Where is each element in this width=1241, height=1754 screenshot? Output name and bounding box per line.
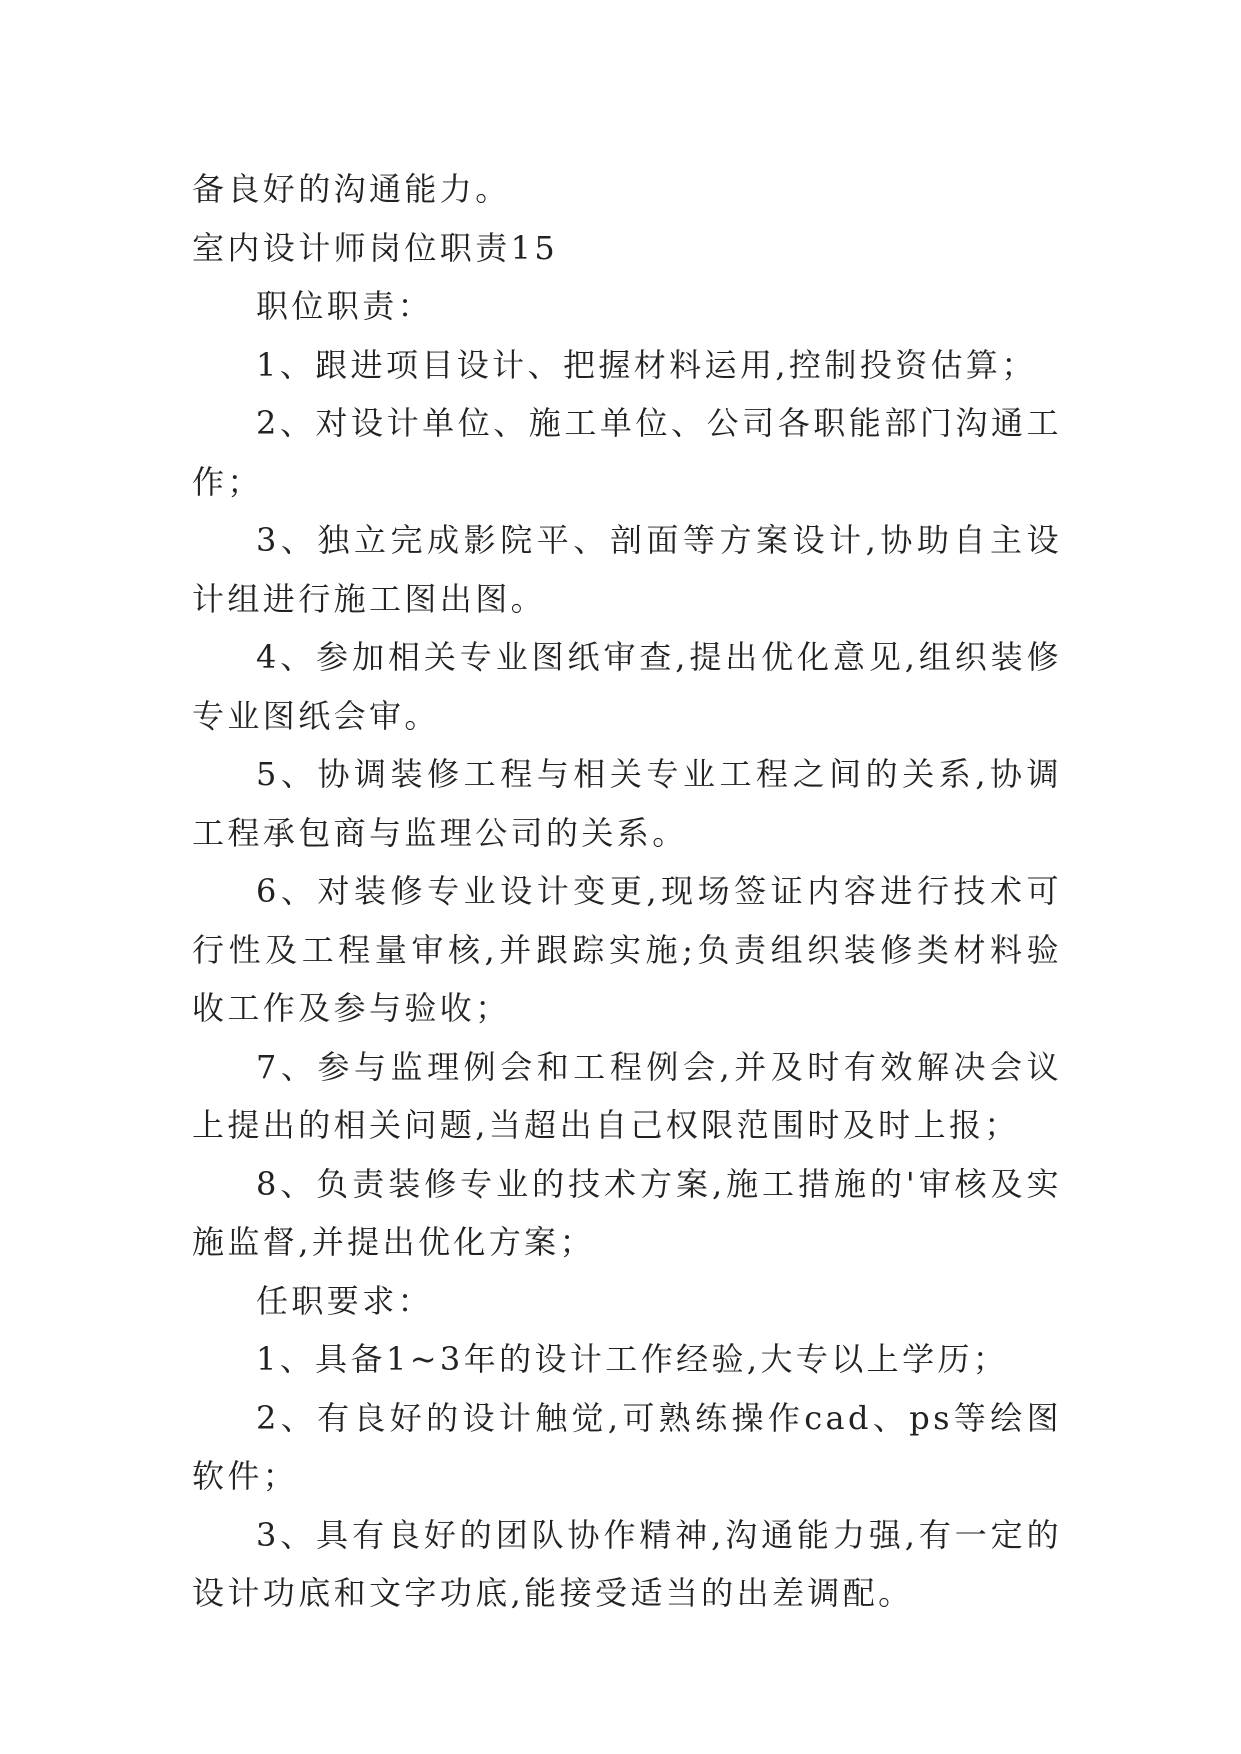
- continuation-text: 备良好的沟通能力。: [192, 170, 511, 208]
- duty-item: 4、参加相关专业图纸审查,提出优化意见,组织装修专业图纸会审。: [192, 638, 1062, 735]
- requirement-item: 3、具有良好的团队协作精神,沟通能力强,有一定的设计功底和文字功底,能接受适当的出差调配。: [192, 1515, 1062, 1612]
- duty-item: 3、独立完成影院平、剖面等方案设计,协助自主设计组进行施工图出图。: [192, 521, 1062, 618]
- duty-item: 8、负责装修专业的技术方案,施工措施的'审核及实施监督,并提出优化方案；: [192, 1164, 1062, 1261]
- duties-heading: 职位职责：: [256, 287, 434, 325]
- requirement-item: 2、有良好的设计触觉,可熟练操作cad、ps等绘图软件；: [192, 1398, 1062, 1495]
- document-body: [192, 160, 1062, 1623]
- duty-item: 6、对装修专业设计变更,现场签证内容进行技术可行性及工程量审核,并跟踪实施;负责组织装修类材料验收工作及参与验收；: [192, 872, 1062, 1027]
- duty-item: 7、参与监理例会和工程例会,并及时有效解决会议上提出的相关问题,当超出自己权限范围时及时上报；: [192, 1047, 1062, 1144]
- duty-item: 1、跟进项目设计、把握材料运用,控制投资估算；: [256, 345, 1037, 384]
- requirement-item: 1、具备1~3年的设计工作经验,大专以上学历；: [256, 1340, 1009, 1378]
- section-title: 室内设计师岗位职责15: [192, 228, 559, 267]
- duty-item: 5、协调装修工程与相关专业工程之间的关系,协调工程承包商与监理公司的关系。: [192, 755, 1062, 852]
- duty-item: 2、对设计单位、施工单位、公司各职能部门沟通工作；: [192, 404, 1062, 501]
- requirements-heading: 任职要求：: [256, 1281, 434, 1320]
